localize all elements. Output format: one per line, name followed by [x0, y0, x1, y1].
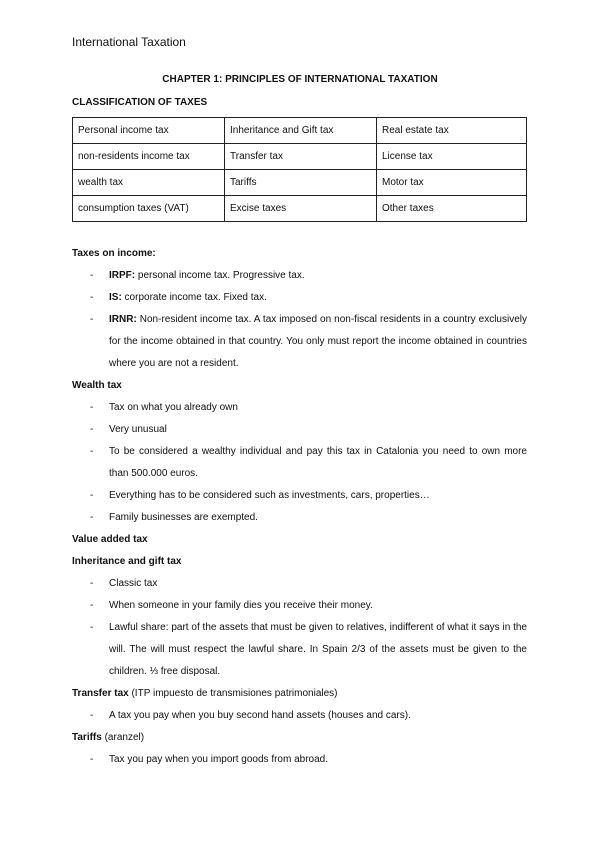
wealth-list	[72, 397, 527, 529]
table-row	[73, 196, 527, 222]
heading-note: (aranzel)	[101, 732, 145, 743]
list-item	[72, 397, 527, 419]
dash-bullet: -	[90, 490, 94, 501]
table-cell: Transfer tax	[225, 144, 377, 170]
table-cell: Real estate tax	[377, 118, 527, 144]
item-text: A tax you pay when you buy second hand assets (houses and cars).	[109, 710, 411, 721]
dash-bullet: -	[90, 292, 94, 303]
item-text: When someone in your family dies you receive their money.	[109, 600, 373, 611]
dash-bullet: -	[90, 314, 94, 325]
dash-bullet: -	[90, 600, 94, 611]
dash-bullet: -	[90, 578, 94, 589]
dash-bullet: -	[90, 754, 94, 765]
dash-bullet: -	[90, 402, 94, 413]
table-cell: consumption taxes (VAT)	[73, 196, 225, 222]
table-row	[73, 144, 527, 170]
item-text: To be considered a wealthy individual and pay this tax in Catalonia you need to own more than 500.000 euros.	[109, 446, 527, 479]
list-item	[72, 419, 527, 441]
item-text: Non-resident income tax. A tax imposed on non-fiscal residents in a country exclusively for the income obtained in that country. You only must report the income obtained in countries where you are not a resident.	[109, 314, 527, 369]
heading-text: Transfer tax	[72, 688, 129, 699]
item-text: Lawful share: part of the assets that must be given to relatives, indifferent of what it says in the will. The will must respect the lawful share. In Spain 2/3 of the assets must be given to the children. ⅓ free disposal.	[109, 622, 527, 677]
dash-bullet: -	[90, 710, 94, 721]
section-heading-income: Taxes on income:	[72, 248, 156, 259]
table-cell: Personal income tax	[73, 118, 225, 144]
tax-classification-table	[72, 117, 527, 222]
item-text: Classic tax	[109, 578, 158, 589]
transfer-list	[72, 705, 527, 727]
chapter-title: CHAPTER 1: PRINCIPLES OF INTERNATIONAL TAXATION	[162, 74, 438, 85]
dash-bullet: -	[90, 446, 94, 457]
list-item	[72, 595, 527, 617]
item-text: corporate income tax. Fixed tax.	[121, 292, 267, 303]
section-heading-tariffs	[72, 727, 527, 749]
item-text: Tax you pay when you import goods from abroad.	[109, 754, 329, 765]
table-row	[73, 170, 527, 196]
section-heading-vat: Value added tax	[72, 534, 148, 545]
table-cell: Other taxes	[377, 196, 527, 222]
list-item	[72, 441, 527, 485]
list-item	[72, 309, 527, 375]
inheritance-list	[72, 573, 527, 683]
item-text: Everything has to be considered such as investments, cars, properties…	[109, 490, 430, 501]
classification-title: CLASSIFICATION OF TAXES	[72, 97, 208, 108]
heading-text: Tariffs	[72, 732, 102, 743]
tariffs-list	[72, 749, 527, 771]
table-cell: non-residents income tax	[73, 144, 225, 170]
item-text: Tax on what you already own	[109, 402, 238, 413]
list-item	[72, 573, 527, 595]
income-list	[72, 265, 527, 375]
dash-bullet: -	[90, 512, 94, 523]
list-item	[72, 705, 527, 727]
heading-note: (ITP impuesto de transmisiones patrimoniales)	[128, 688, 338, 699]
table-cell: Excise taxes	[225, 196, 377, 222]
list-item	[72, 265, 527, 287]
list-item	[72, 485, 527, 507]
item-text: personal income tax. Progressive tax.	[135, 270, 305, 281]
list-item	[72, 617, 527, 683]
term: IS:	[109, 292, 122, 303]
section-heading-transfer	[72, 683, 527, 705]
dash-bullet: -	[90, 270, 94, 281]
table-cell: wealth tax	[73, 170, 225, 196]
table-cell: Tariffs	[225, 170, 377, 196]
page-header: International Taxation	[72, 35, 186, 49]
item-text: Family businesses are exempted.	[109, 512, 258, 523]
table-cell: License tax	[377, 144, 527, 170]
document-body	[72, 243, 527, 771]
term: IRPF:	[109, 270, 136, 281]
table-cell: Inheritance and Gift tax	[225, 118, 377, 144]
table-row	[73, 118, 527, 144]
list-item	[72, 507, 527, 529]
table-cell: Motor tax	[377, 170, 527, 196]
dash-bullet: -	[90, 622, 94, 633]
dash-bullet: -	[90, 424, 94, 435]
term: IRNR:	[109, 314, 137, 325]
list-item	[72, 287, 527, 309]
section-heading-wealth: Wealth tax	[72, 380, 122, 391]
list-item	[72, 749, 527, 771]
section-heading-inheritance: Inheritance and gift tax	[72, 556, 182, 567]
item-text: Very unusual	[109, 424, 167, 435]
